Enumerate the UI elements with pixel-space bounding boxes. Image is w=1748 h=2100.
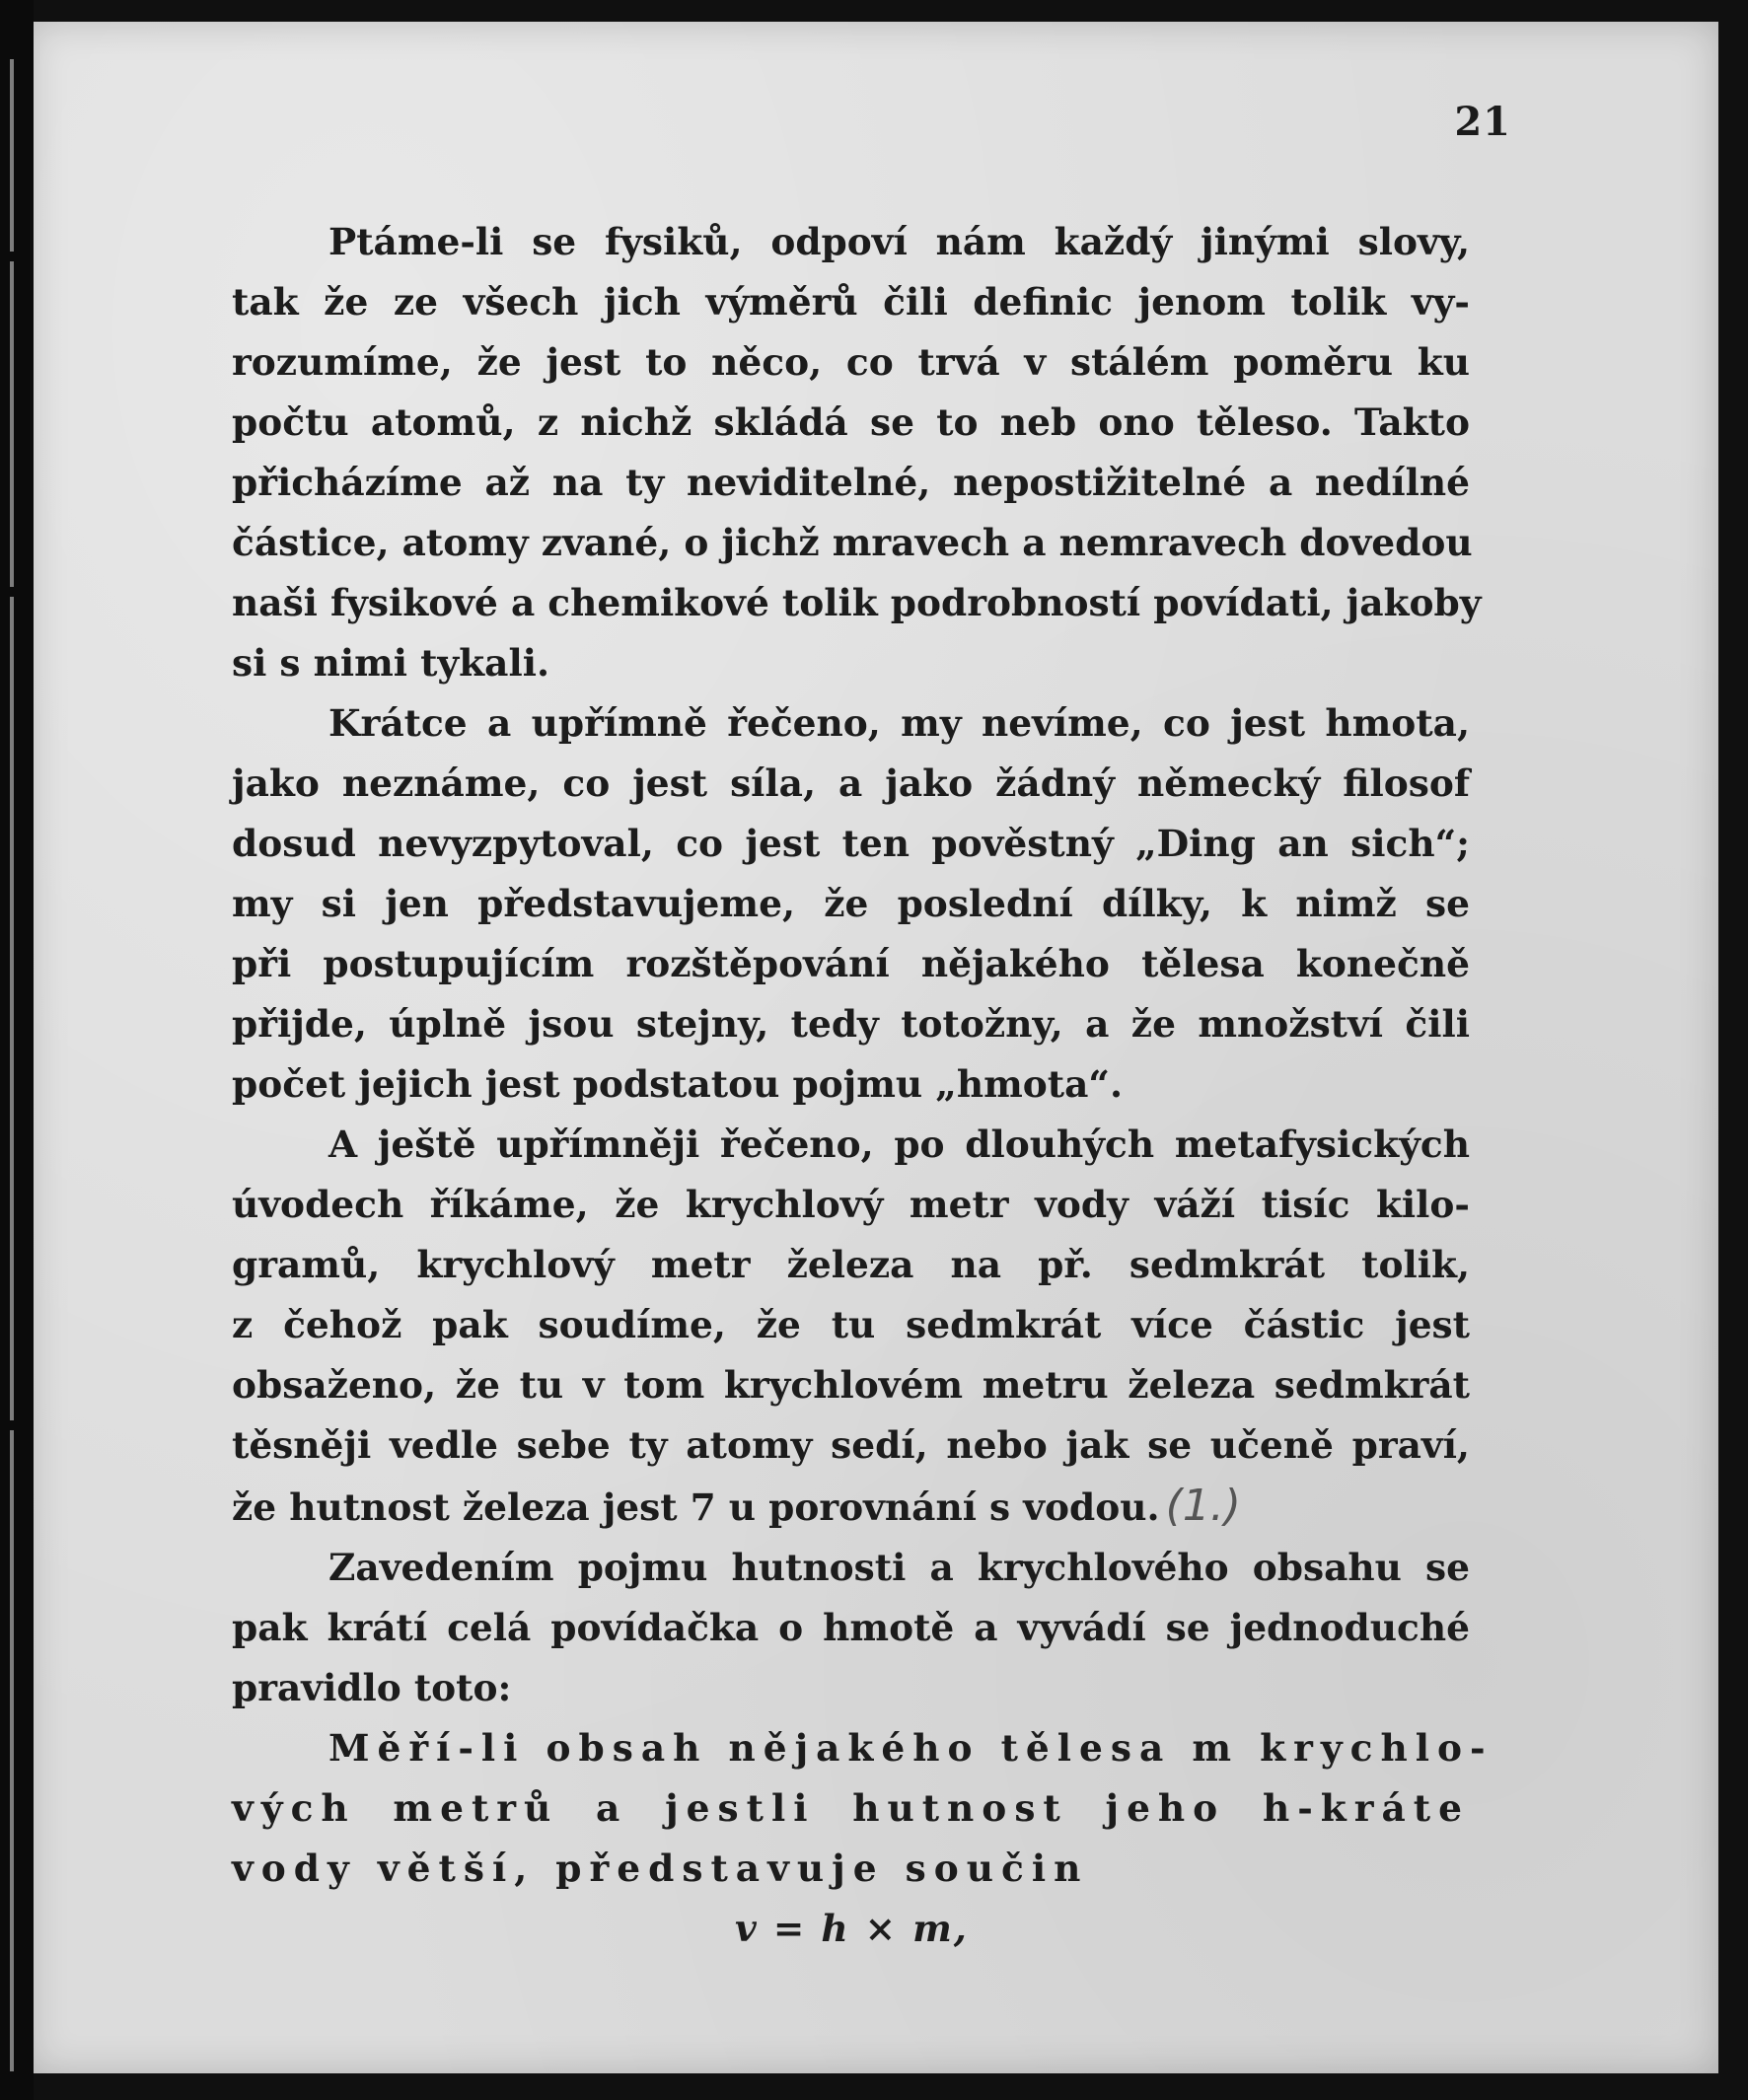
text-line: vých metrů a jestli hutnost jeho h-kráte — [232, 1786, 1470, 1830]
text-line: si s nimi tykali. — [232, 641, 550, 685]
paragraph-4 — [232, 1538, 1470, 1718]
binding-margin-line — [10, 59, 14, 2071]
text-line: pak krátí celá povídačka o hmotě a vyvádí se jednoduché — [232, 1606, 1470, 1649]
text-line: my si jen představujeme, že poslední dílky, k nimž se — [232, 882, 1470, 925]
text-line: úvodech říkáme, že krychlový metr vody váží tisíc kilo- — [232, 1183, 1470, 1226]
text-line: naši fysikové a chemikové tolik podrobností povídati, jakoby — [232, 581, 1482, 624]
page-number: 21 — [1454, 99, 1511, 145]
text-line: počet jejich jest podstatou pojmu „hmota“. — [232, 1062, 1124, 1106]
body-text — [232, 212, 1493, 1959]
text-line-content: že hutnost železa jest 7 u porovnání s vodou. — [232, 1485, 1160, 1529]
text-line: Měří-li obsah nějakého tělesa m krychlo- — [328, 1726, 1493, 1770]
paragraph-3 — [232, 1115, 1470, 1538]
formula: v = h × m, — [735, 1907, 969, 1950]
text-line: počtu atomů, z nichž skládá se to neb ono těleso. Takto — [232, 400, 1470, 444]
text-line: gramů, krychlový metr železa na př. sedmkrát tolik, — [232, 1243, 1470, 1286]
page-binding-edge — [0, 0, 34, 2100]
text-line: jako neznáme, co jest síla, a jako žádný německý filosof — [232, 761, 1470, 805]
text-line: dosud nevyzpytoval, co jest ten pověstný „Ding an sich“; — [232, 822, 1470, 865]
text-line: přijde, úplně jsou stejny, tedy totožny, a že množství čili — [232, 1002, 1470, 1046]
text-line: A ještě upřímněji řečeno, po dlouhých metafysických — [328, 1122, 1470, 1166]
text-line: obsaženo, že tu v tom krychlovém metru železa sedmkrát — [232, 1363, 1470, 1407]
text-line: Ptáme-li se fysiků, odpoví nám každý jinými slovy, — [328, 220, 1470, 263]
text-line: z čehož pak soudíme, že tu sedmkrát více částic jest — [232, 1303, 1470, 1346]
binding-mark — [4, 1420, 30, 1430]
text-line: Zavedením pojmu hutnosti a krychlového obsahu se — [328, 1546, 1470, 1589]
text-line: přicházíme až na ty neviditelné, nepostižitelné a nedílné — [232, 461, 1470, 504]
text-line: rozumíme, že jest to něco, co trvá v stálém poměru ku — [232, 340, 1470, 384]
paragraph-5-rule — [232, 1718, 1493, 1899]
text-line: těsněji vedle sebe ty atomy sedí, nebo jak se učeně praví, — [232, 1423, 1470, 1467]
paragraph-2 — [232, 693, 1470, 1115]
binding-mark — [4, 587, 30, 597]
text-line: vody větší, představuje součin — [232, 1847, 1089, 1890]
text-line: pravidlo toto: — [232, 1666, 512, 1709]
text-line: částice, atomy zvané, o jichž mravech a nemravech dovedou — [232, 521, 1473, 564]
text-line — [232, 1476, 1470, 1538]
paragraph-1 — [232, 212, 1482, 693]
handwritten-margin-note: (1.) — [1165, 1481, 1241, 1531]
text-line: Krátce a upřímně řečeno, my nevíme, co jest hmota, — [328, 701, 1470, 745]
text-line: tak že ze všech jich výměrů čili definic jenom tolik vy- — [232, 280, 1470, 324]
binding-mark — [4, 252, 30, 261]
text-line: při postupujícím rozštěpování nějakého tělesa konečně — [232, 942, 1470, 985]
